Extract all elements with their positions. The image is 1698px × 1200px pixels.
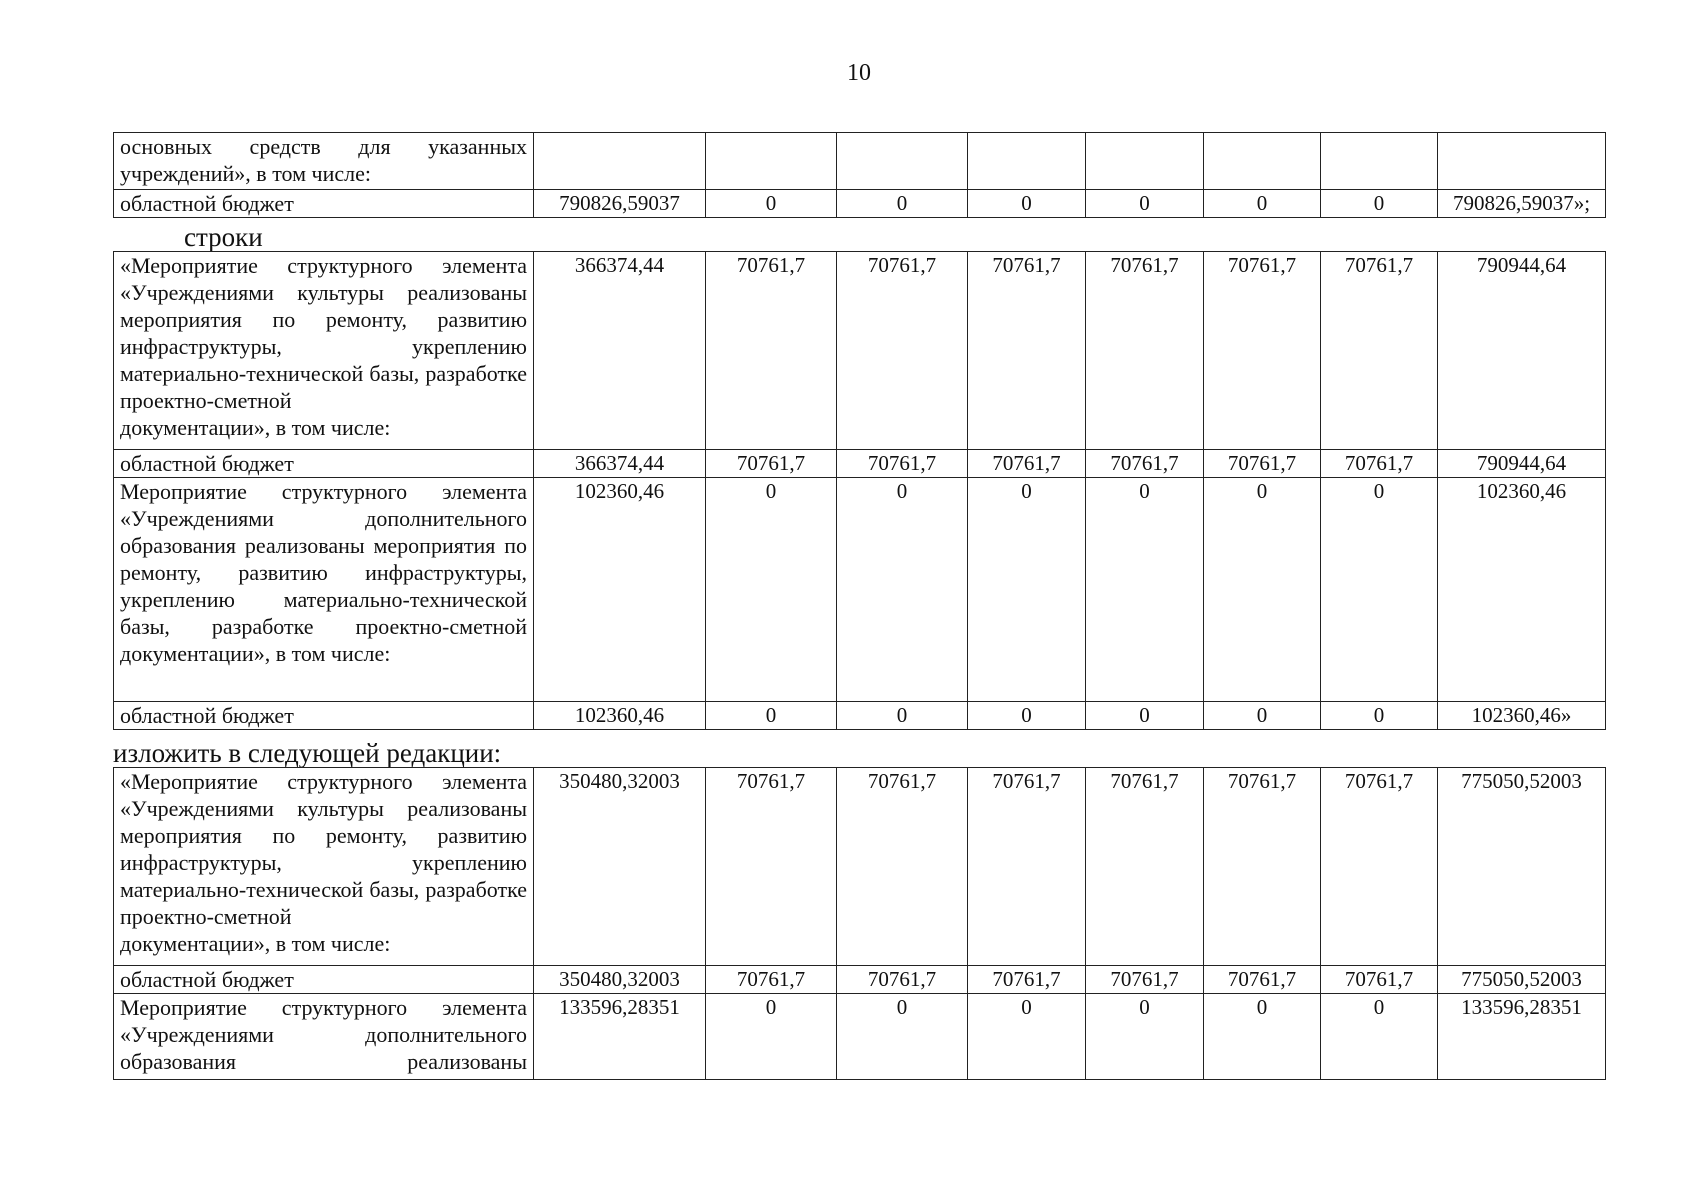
table-cell: 0 bbox=[706, 994, 837, 1080]
table-cell: 0 bbox=[1086, 994, 1204, 1080]
table-cell: 366374,44 bbox=[534, 252, 706, 450]
table-cell: 70761,7 bbox=[1086, 252, 1204, 450]
row-description: областной бюджет bbox=[114, 966, 534, 994]
table-cell: 102360,46» bbox=[1438, 702, 1606, 730]
table-cell: 70761,7 bbox=[706, 252, 837, 450]
table-row bbox=[114, 768, 1606, 966]
table-cell: 102360,46 bbox=[534, 478, 706, 702]
table-cell: 790826,59037»; bbox=[1438, 190, 1606, 218]
table-cell: 0 bbox=[837, 702, 968, 730]
table-cell: 0 bbox=[837, 190, 968, 218]
table-new-block bbox=[113, 767, 1605, 1080]
table-cell: 70761,7 bbox=[968, 966, 1086, 994]
table-cell bbox=[1321, 133, 1438, 190]
table-cell: 0 bbox=[837, 994, 968, 1080]
caption-rows: строки bbox=[184, 222, 263, 252]
table-cell: 0 bbox=[1321, 478, 1438, 702]
table-cell: 70761,7 bbox=[1204, 450, 1321, 478]
table-cell: 70761,7 bbox=[1204, 966, 1321, 994]
table-row bbox=[114, 190, 1606, 218]
table-cell: 70761,7 bbox=[1204, 768, 1321, 966]
table-row bbox=[114, 252, 1606, 450]
table-cell: 102360,46 bbox=[1438, 478, 1606, 702]
table-cell: 0 bbox=[1321, 190, 1438, 218]
table-cell bbox=[837, 133, 968, 190]
table-cell: 70761,7 bbox=[1086, 450, 1204, 478]
table-cell bbox=[1438, 133, 1606, 190]
row-description: «Мероприятие структурного элемента «Учреждениями культуры реализованы мероприятия по ремонту, развитию инфраструктуры, укреплению материально-технической базы, разработке проектно-сметной документации», в том числе: bbox=[114, 768, 534, 966]
table-cell: 70761,7 bbox=[706, 966, 837, 994]
table-cell: 70761,7 bbox=[1086, 966, 1204, 994]
table-cell: 0 bbox=[1086, 478, 1204, 702]
table-cell: 70761,7 bbox=[706, 450, 837, 478]
row-description: Мероприятие структурного элемента «Учреждениями дополнительного образования реализованы bbox=[114, 994, 534, 1080]
table-cell: 70761,7 bbox=[1086, 768, 1204, 966]
table-cell: 70761,7 bbox=[837, 450, 968, 478]
table-cell: 70761,7 bbox=[706, 768, 837, 966]
table-cell: 70761,7 bbox=[1321, 966, 1438, 994]
table-continuation bbox=[113, 132, 1606, 218]
table-cell: 0 bbox=[706, 190, 837, 218]
table-old-block bbox=[113, 251, 1605, 730]
table-cell: 350480,32003 bbox=[534, 768, 706, 966]
row-description: областной бюджет bbox=[114, 450, 534, 478]
table-cell: 0 bbox=[968, 478, 1086, 702]
table-row bbox=[114, 478, 1606, 702]
table-cell: 0 bbox=[706, 478, 837, 702]
table-cell: 70761,7 bbox=[837, 252, 968, 450]
table-cell bbox=[1204, 133, 1321, 190]
table-cell: 70761,7 bbox=[1321, 768, 1438, 966]
table-cell: 0 bbox=[1086, 190, 1204, 218]
table-cell: 0 bbox=[1321, 702, 1438, 730]
table-row bbox=[114, 994, 1606, 1080]
table-row bbox=[114, 450, 1606, 478]
table-cell bbox=[706, 133, 837, 190]
table-cell bbox=[534, 133, 706, 190]
table-cell bbox=[1086, 133, 1204, 190]
row-description: «Мероприятие структурного элемента «Учреждениями культуры реализованы мероприятия по ремонту, развитию инфраструктуры, укреплению материально-технической базы, разработке проектно-сметной документации», в том числе: bbox=[114, 252, 534, 450]
table-cell: 0 bbox=[1204, 994, 1321, 1080]
table-row bbox=[114, 702, 1606, 730]
table-cell: 70761,7 bbox=[837, 966, 968, 994]
table-cell: 0 bbox=[1204, 478, 1321, 702]
table-cell: 70761,7 bbox=[837, 768, 968, 966]
table-cell: 790826,59037 bbox=[534, 190, 706, 218]
table-cell: 0 bbox=[1321, 994, 1438, 1080]
table-cell: 70761,7 bbox=[968, 450, 1086, 478]
table-cell: 133596,28351 bbox=[1438, 994, 1606, 1080]
table-cell: 366374,44 bbox=[534, 450, 706, 478]
table-row bbox=[114, 966, 1606, 994]
table-cell: 0 bbox=[837, 478, 968, 702]
table-cell: 790944,64 bbox=[1438, 252, 1606, 450]
table-cell: 133596,28351 bbox=[534, 994, 706, 1080]
page-number: 10 bbox=[847, 60, 871, 86]
caption-replace: изложить в следующей редакции: bbox=[113, 738, 502, 768]
table-new bbox=[113, 767, 1606, 1080]
table-cell: 70761,7 bbox=[1321, 252, 1438, 450]
row-description: областной бюджет bbox=[114, 190, 534, 218]
table-cell: 0 bbox=[1086, 702, 1204, 730]
table-cell: 0 bbox=[968, 190, 1086, 218]
table-cell: 350480,32003 bbox=[534, 966, 706, 994]
table-cell: 0 bbox=[1204, 190, 1321, 218]
table-cell: 0 bbox=[706, 702, 837, 730]
table-cell: 0 bbox=[968, 702, 1086, 730]
table-cell: 0 bbox=[1204, 702, 1321, 730]
row-description: основных средств для указанных учреждений», в том числе: bbox=[114, 133, 534, 190]
row-description: Мероприятие структурного элемента «Учреждениями дополнительного образования реализованы мероприятия по ремонту, развитию инфраструктуры, укреплению материально-технической базы, разработке проектно-сметной документации», в том числе: bbox=[114, 478, 534, 702]
table-cell: 790944,64 bbox=[1438, 450, 1606, 478]
row-description: областной бюджет bbox=[114, 702, 534, 730]
table-cell: 70761,7 bbox=[968, 252, 1086, 450]
table-continuation-block bbox=[113, 132, 1605, 218]
table-cell: 102360,46 bbox=[534, 702, 706, 730]
table-row bbox=[114, 133, 1606, 190]
table-cell: 775050,52003 bbox=[1438, 966, 1606, 994]
table-old bbox=[113, 251, 1606, 730]
table-cell: 70761,7 bbox=[1321, 450, 1438, 478]
table-cell: 70761,7 bbox=[968, 768, 1086, 966]
table-cell: 775050,52003 bbox=[1438, 768, 1606, 966]
table-cell bbox=[968, 133, 1086, 190]
table-cell: 0 bbox=[968, 994, 1086, 1080]
table-cell: 70761,7 bbox=[1204, 252, 1321, 450]
